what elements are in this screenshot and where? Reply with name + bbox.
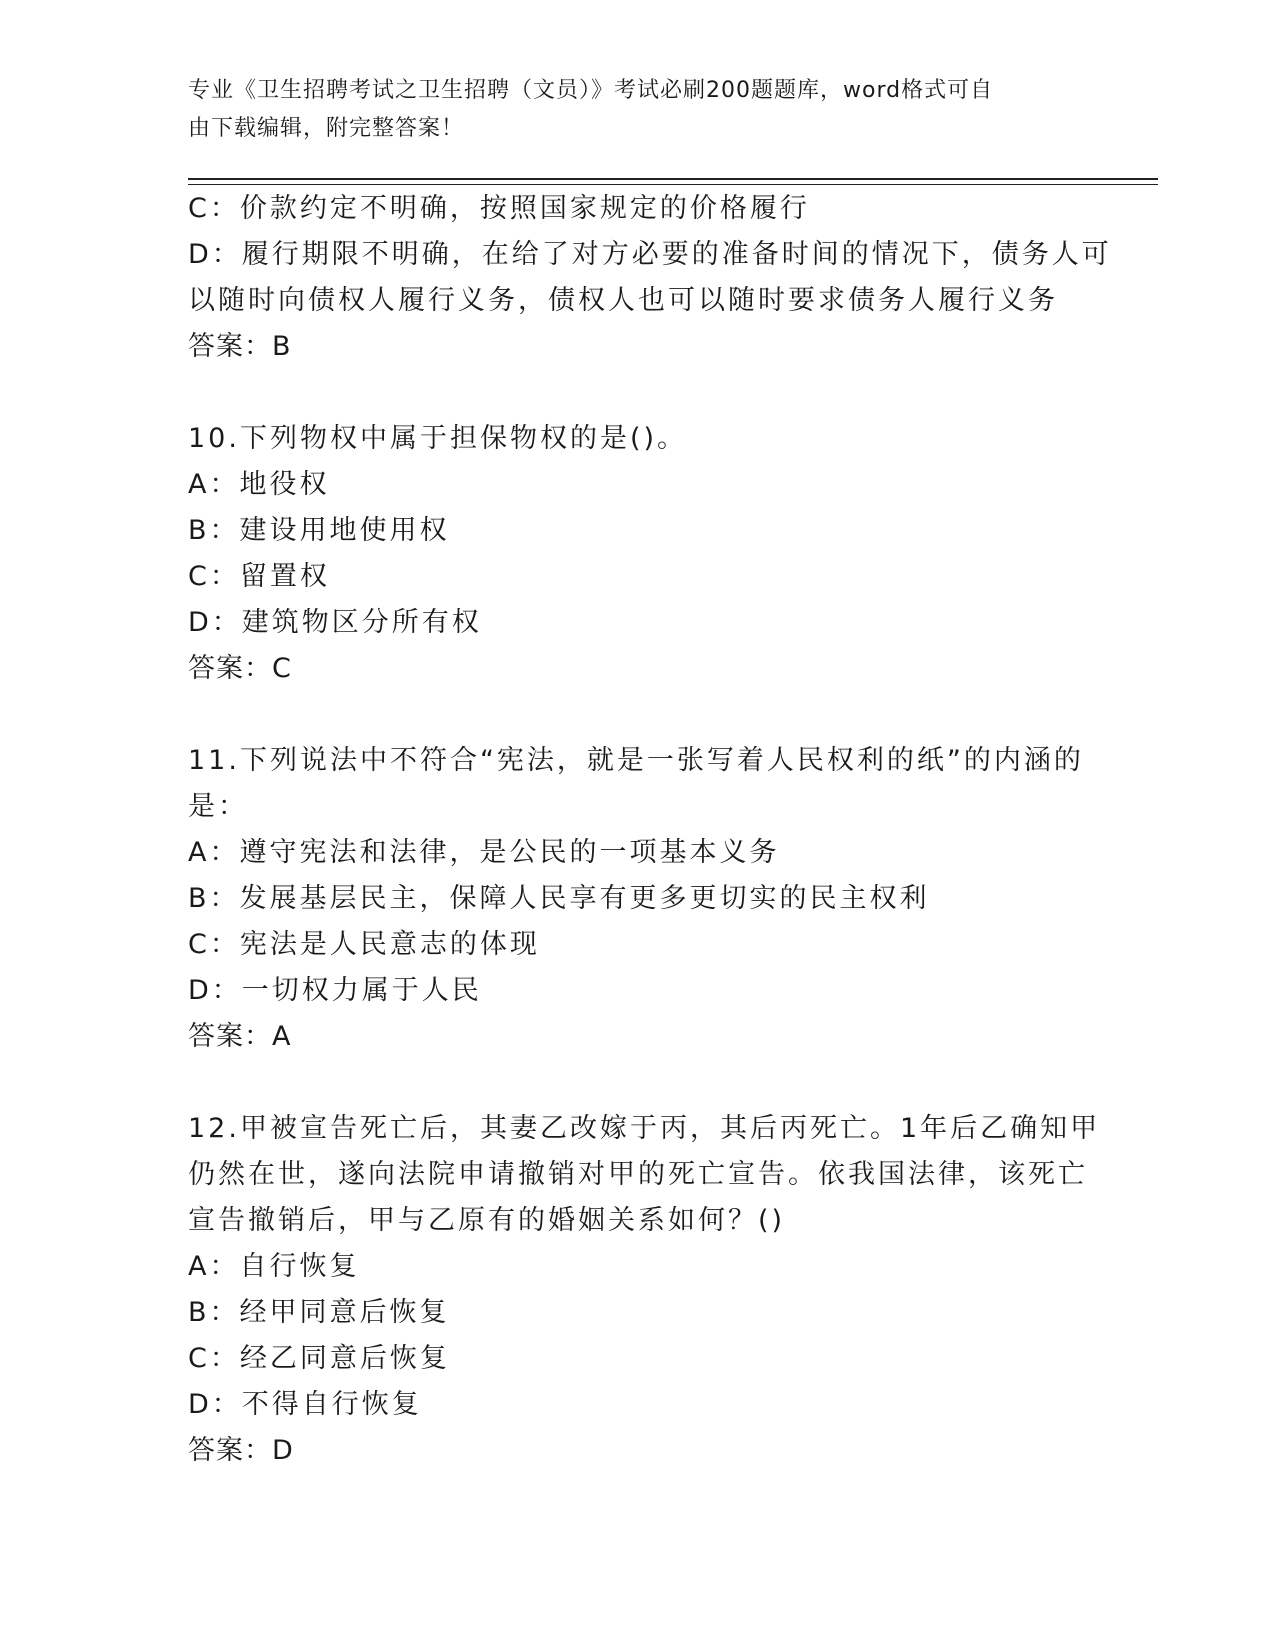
question-list bbox=[188, 186, 1112, 1474]
option-a: A：自行恢复 bbox=[188, 1251, 360, 1282]
option-b: B：经甲同意后恢复 bbox=[188, 1297, 450, 1328]
header-line-1: 专业《卫生招聘考试之卫生招聘（文员）》考试必刷200题题库，word格式可自 bbox=[188, 78, 994, 103]
question-block-10 bbox=[188, 416, 1088, 692]
option-a: A：地役权 bbox=[188, 469, 330, 500]
header-line-2: 由下载编辑，附完整答案！ bbox=[188, 116, 465, 141]
option-d: D：履行期限不明确，在给了对方必要的准备时间的情况下，债务人可 bbox=[188, 239, 1112, 270]
header-divider-thin bbox=[188, 184, 1158, 185]
answer-line: 答案：C bbox=[188, 653, 292, 684]
answer-line: 答案：A bbox=[188, 1021, 292, 1052]
option-a: A：遵守宪法和法律，是公民的一项基本义务 bbox=[188, 837, 780, 868]
option-d-continued: 以随时向债权人履行义务，债权人也可以随时要求债务人履行义务 bbox=[188, 285, 1058, 316]
question-text: 11.下列说法中不符合“宪法，就是一张写着人民权利的纸”的内涵的 bbox=[188, 745, 1084, 776]
option-b: B：建设用地使用权 bbox=[188, 515, 450, 546]
option-c: C：留置权 bbox=[188, 561, 330, 592]
question-text: 10.下列物权中属于担保物权的是()。 bbox=[188, 423, 688, 454]
option-c: C：经乙同意后恢复 bbox=[188, 1343, 450, 1374]
document-header bbox=[188, 72, 1078, 148]
question-text-continued: 宣告撤销后，甲与乙原有的婚姻关系如何？() bbox=[188, 1205, 786, 1236]
question-block-12 bbox=[188, 1106, 1101, 1474]
option-b: B：发展基层民主，保障人民享有更多更切实的民主权利 bbox=[188, 883, 930, 914]
option-d: D：一切权力属于人民 bbox=[188, 975, 482, 1006]
option-d: D：不得自行恢复 bbox=[188, 1389, 422, 1420]
question-text-continued: 是： bbox=[188, 791, 248, 822]
option-c: C：价款约定不明确，按照国家规定的价格履行 bbox=[188, 193, 810, 224]
option-c: C：宪法是人民意志的体现 bbox=[188, 929, 540, 960]
question-block-9 bbox=[188, 186, 1112, 370]
answer-line: 答案：B bbox=[188, 331, 292, 362]
header-divider-thick bbox=[188, 178, 1158, 180]
question-text-continued: 仍然在世，遂向法院申请撤销对甲的死亡宣告。依我国法律，该死亡 bbox=[188, 1159, 1088, 1190]
option-d: D：建筑物区分所有权 bbox=[188, 607, 482, 638]
question-text: 12.甲被宣告死亡后，其妻乙改嫁于丙，其后丙死亡。1年后乙确知甲 bbox=[188, 1113, 1101, 1144]
question-block-11 bbox=[188, 738, 1088, 1060]
answer-line: 答案：D bbox=[188, 1435, 294, 1466]
